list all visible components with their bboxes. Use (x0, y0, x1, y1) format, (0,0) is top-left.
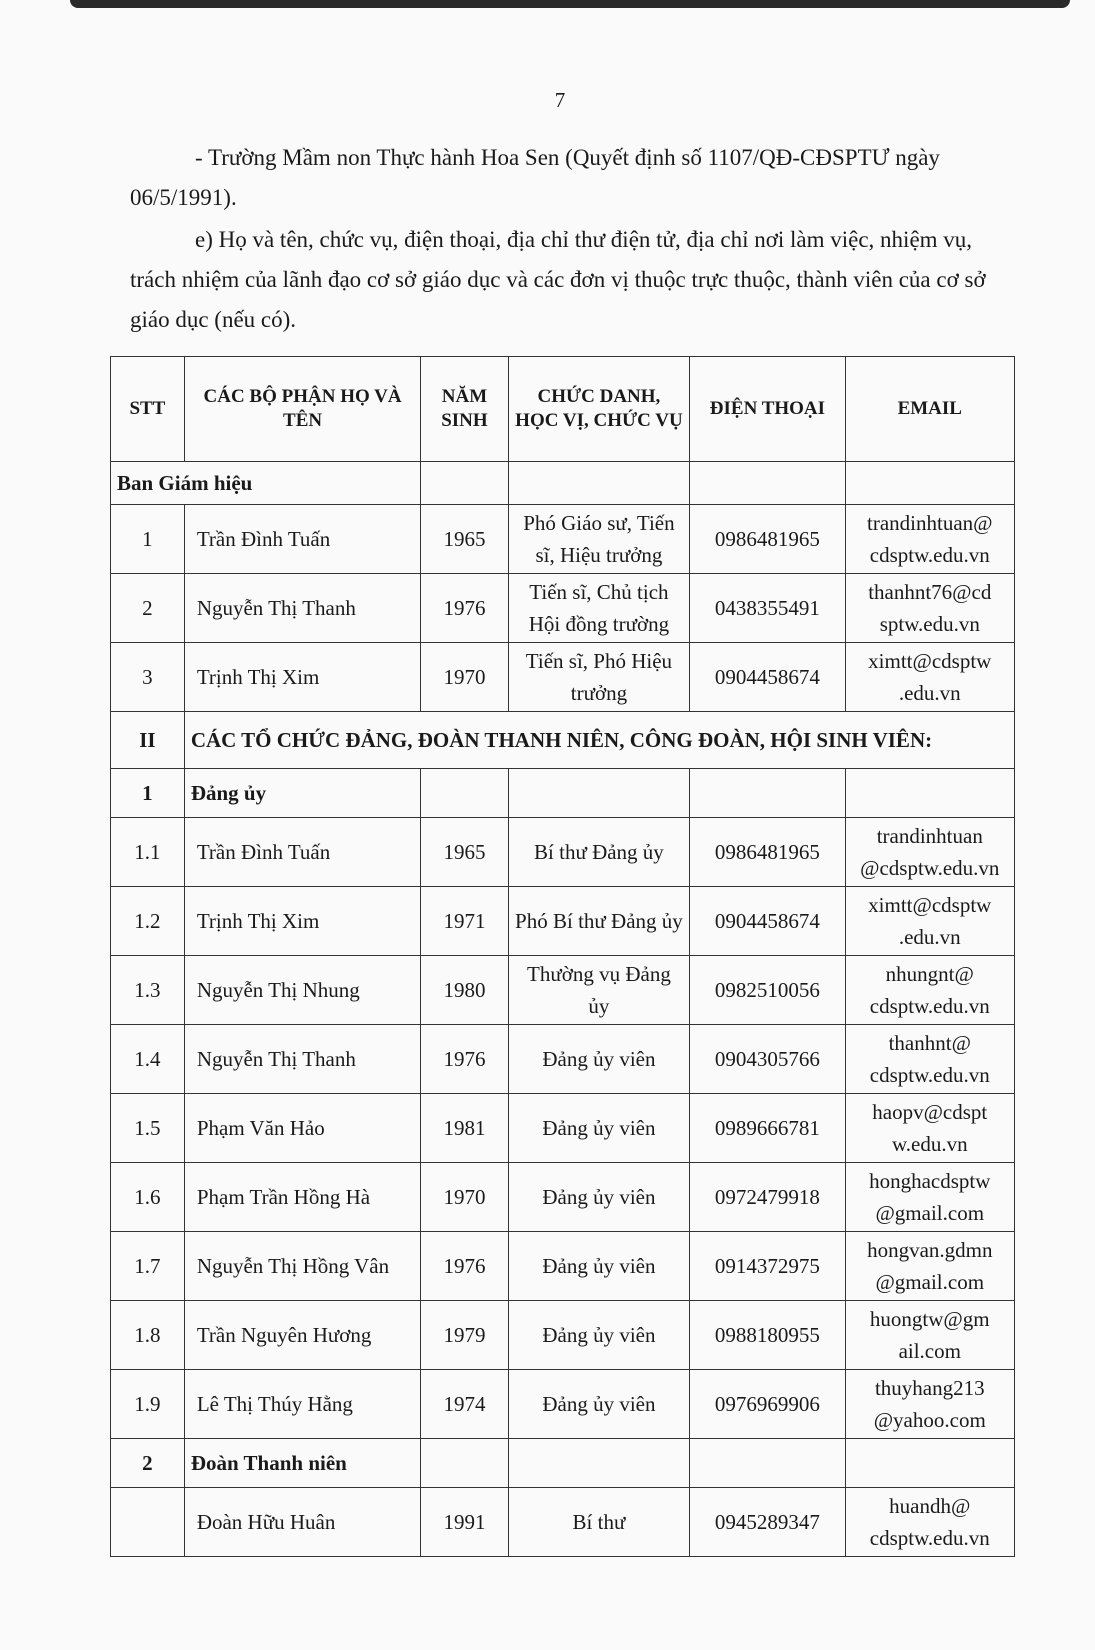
section-stt: 1 (111, 769, 185, 818)
section-label: Ban Giám hiệu (111, 462, 421, 505)
cell-title: Phó Giáo sư, Tiến sĩ, Hiệu trưởng (508, 505, 690, 574)
cell-stt: 3 (111, 643, 185, 712)
cell-email: ximtt@cdsptw .edu.vn (845, 643, 1014, 712)
header-title: CHỨC DANH, HỌC VỊ, CHỨC VỤ (508, 357, 690, 462)
cell-phone: 0988180955 (690, 1301, 845, 1370)
cell-name: Phạm Văn Hảo (184, 1094, 421, 1163)
section-row-bgh (111, 462, 1015, 505)
cell-phone: 0945289347 (690, 1488, 845, 1557)
table-row (111, 574, 1015, 643)
section-row-ii (111, 712, 1015, 769)
cell-stt: 1.2 (111, 887, 185, 956)
table-row (111, 1370, 1015, 1439)
cell-email: thuyhang213 @yahoo.com (845, 1370, 1014, 1439)
cell-stt: 1.1 (111, 818, 185, 887)
header-email: EMAIL (845, 357, 1014, 462)
header-phone: ĐIỆN THOẠI (690, 357, 845, 462)
cell-stt (111, 1488, 185, 1557)
cell-phone: 0904305766 (690, 1025, 845, 1094)
cell-year: 1991 (421, 1488, 508, 1557)
cell-name: Trần Đình Tuấn (184, 818, 421, 887)
cell-title: Đảng ủy viên (508, 1370, 690, 1439)
header-stt: STT (111, 357, 185, 462)
cell-title: Bí thư (508, 1488, 690, 1557)
header-year: NĂM SINH (421, 357, 508, 462)
table-header-row (111, 357, 1015, 462)
cell-title: Đảng ủy viên (508, 1163, 690, 1232)
cell-stt: 1.3 (111, 956, 185, 1025)
cell-stt: 1.8 (111, 1301, 185, 1370)
cell-title: Tiến sĩ, Chủ tịch Hội đồng trường (508, 574, 690, 643)
cell-phone: 0438355491 (690, 574, 845, 643)
cell-year: 1976 (421, 1232, 508, 1301)
cell-title: Đảng ủy viên (508, 1301, 690, 1370)
cell-stt: 1.9 (111, 1370, 185, 1439)
cell-phone: 0904458674 (690, 887, 845, 956)
cell-email: haopv@cdspt w.edu.vn (845, 1094, 1014, 1163)
table-row (111, 1301, 1015, 1370)
cell-year: 1965 (421, 505, 508, 574)
scan-top-edge (70, 0, 1070, 8)
cell-name: Trịnh Thị Xim (184, 643, 421, 712)
paragraph-school: - Trường Mầm non Thực hành Hoa Sen (Quyết định số 1107/QĐ-CĐSPTƯ ngày 06/5/1991). (130, 145, 940, 210)
cell-name: Lê Thị Thúy Hằng (184, 1370, 421, 1439)
cell-phone: 0986481965 (690, 505, 845, 574)
header-name: CÁC BỘ PHẬN HỌ VÀ TÊN (184, 357, 421, 462)
section-stt: 2 (111, 1439, 185, 1488)
cell-title: Đảng ủy viên (508, 1232, 690, 1301)
cell-title: Đảng ủy viên (508, 1025, 690, 1094)
cell-year: 1970 (421, 1163, 508, 1232)
section-label: Đoàn Thanh niên (184, 1439, 421, 1488)
cell-email: trandinhtuan@ cdsptw.edu.vn (845, 505, 1014, 574)
cell-name: Nguyễn Thị Thanh (184, 1025, 421, 1094)
cell-title: Tiến sĩ, Phó Hiệu trưởng (508, 643, 690, 712)
table-row (111, 887, 1015, 956)
cell-email: hongvan.gdmn @gmail.com (845, 1232, 1014, 1301)
table-row (111, 956, 1015, 1025)
cell-name: Trần Nguyên Hương (184, 1301, 421, 1370)
cell-year: 1976 (421, 574, 508, 643)
cell-title: Phó Bí thư Đảng ủy (508, 887, 690, 956)
cell-email: ximtt@cdsptw .edu.vn (845, 887, 1014, 956)
cell-name: Nguyễn Thị Thanh (184, 574, 421, 643)
table-row (111, 1025, 1015, 1094)
cell-name: Phạm Trần Hồng Hà (184, 1163, 421, 1232)
cell-year: 1974 (421, 1370, 508, 1439)
table-row (111, 643, 1015, 712)
cell-year: 1976 (421, 1025, 508, 1094)
cell-phone: 0904458674 (690, 643, 845, 712)
table-row (111, 818, 1015, 887)
section-label: Đảng ủy (184, 769, 421, 818)
section-label: CÁC TỔ CHỨC ĐẢNG, ĐOÀN THANH NIÊN, CÔNG ĐOÀN, HỘI SINH VIÊN: (184, 712, 1014, 769)
table-row (111, 505, 1015, 574)
paragraph-section-e: e) Họ và tên, chức vụ, điện thoại, địa chỉ thư điện tử, địa chỉ nơi làm việc, nhiệm vụ, trách nhiệm của lãnh đạo cơ sở giáo dục và các đơn vị thuộc trực thuộc, thành viên của cơ sở giáo dục (nếu có). (130, 227, 986, 332)
cell-year: 1981 (421, 1094, 508, 1163)
cell-title: Đảng ủy viên (508, 1094, 690, 1163)
cell-email: thanhnt76@cd sptw.edu.vn (845, 574, 1014, 643)
cell-year: 1971 (421, 887, 508, 956)
cell-phone: 0986481965 (690, 818, 845, 887)
cell-year: 1979 (421, 1301, 508, 1370)
section-stt: II (111, 712, 185, 769)
table-row (111, 1163, 1015, 1232)
cell-email: trandinhtuan @cdsptw.edu.vn (845, 818, 1014, 887)
section-row-dang-uy (111, 769, 1015, 818)
cell-email: huongtw@gm ail.com (845, 1301, 1014, 1370)
cell-year: 1980 (421, 956, 508, 1025)
section-row-doan-thanh-nien (111, 1439, 1015, 1488)
cell-name: Trần Đình Tuấn (184, 505, 421, 574)
cell-email: nhungnt@ cdsptw.edu.vn (845, 956, 1014, 1025)
cell-title: Thường vụ Đảng ủy (508, 956, 690, 1025)
cell-phone: 0976969906 (690, 1370, 845, 1439)
cell-stt: 1.4 (111, 1025, 185, 1094)
cell-phone: 0989666781 (690, 1094, 845, 1163)
cell-phone: 0982510056 (690, 956, 845, 1025)
cell-email: huandh@ cdsptw.edu.vn (845, 1488, 1014, 1557)
cell-email: thanhnt@ cdsptw.edu.vn (845, 1025, 1014, 1094)
cell-stt: 2 (111, 574, 185, 643)
cell-year: 1965 (421, 818, 508, 887)
cell-name: Đoàn Hữu Huân (184, 1488, 421, 1557)
table-row (111, 1094, 1015, 1163)
staff-table (110, 356, 1015, 1557)
cell-name: Nguyễn Thị Nhung (184, 956, 421, 1025)
cell-stt: 1.6 (111, 1163, 185, 1232)
cell-title: Bí thư Đảng ủy (508, 818, 690, 887)
cell-email: honghacdsptw @gmail.com (845, 1163, 1014, 1232)
cell-stt: 1 (111, 505, 185, 574)
cell-year: 1970 (421, 643, 508, 712)
cell-phone: 0972479918 (690, 1163, 845, 1232)
cell-stt: 1.7 (111, 1232, 185, 1301)
table-row (111, 1232, 1015, 1301)
cell-stt: 1.5 (111, 1094, 185, 1163)
cell-phone: 0914372975 (690, 1232, 845, 1301)
cell-name: Nguyễn Thị Hồng Vân (184, 1232, 421, 1301)
page-number: 7 (554, 88, 566, 112)
cell-name: Trịnh Thị Xim (184, 887, 421, 956)
table-row (111, 1488, 1015, 1557)
